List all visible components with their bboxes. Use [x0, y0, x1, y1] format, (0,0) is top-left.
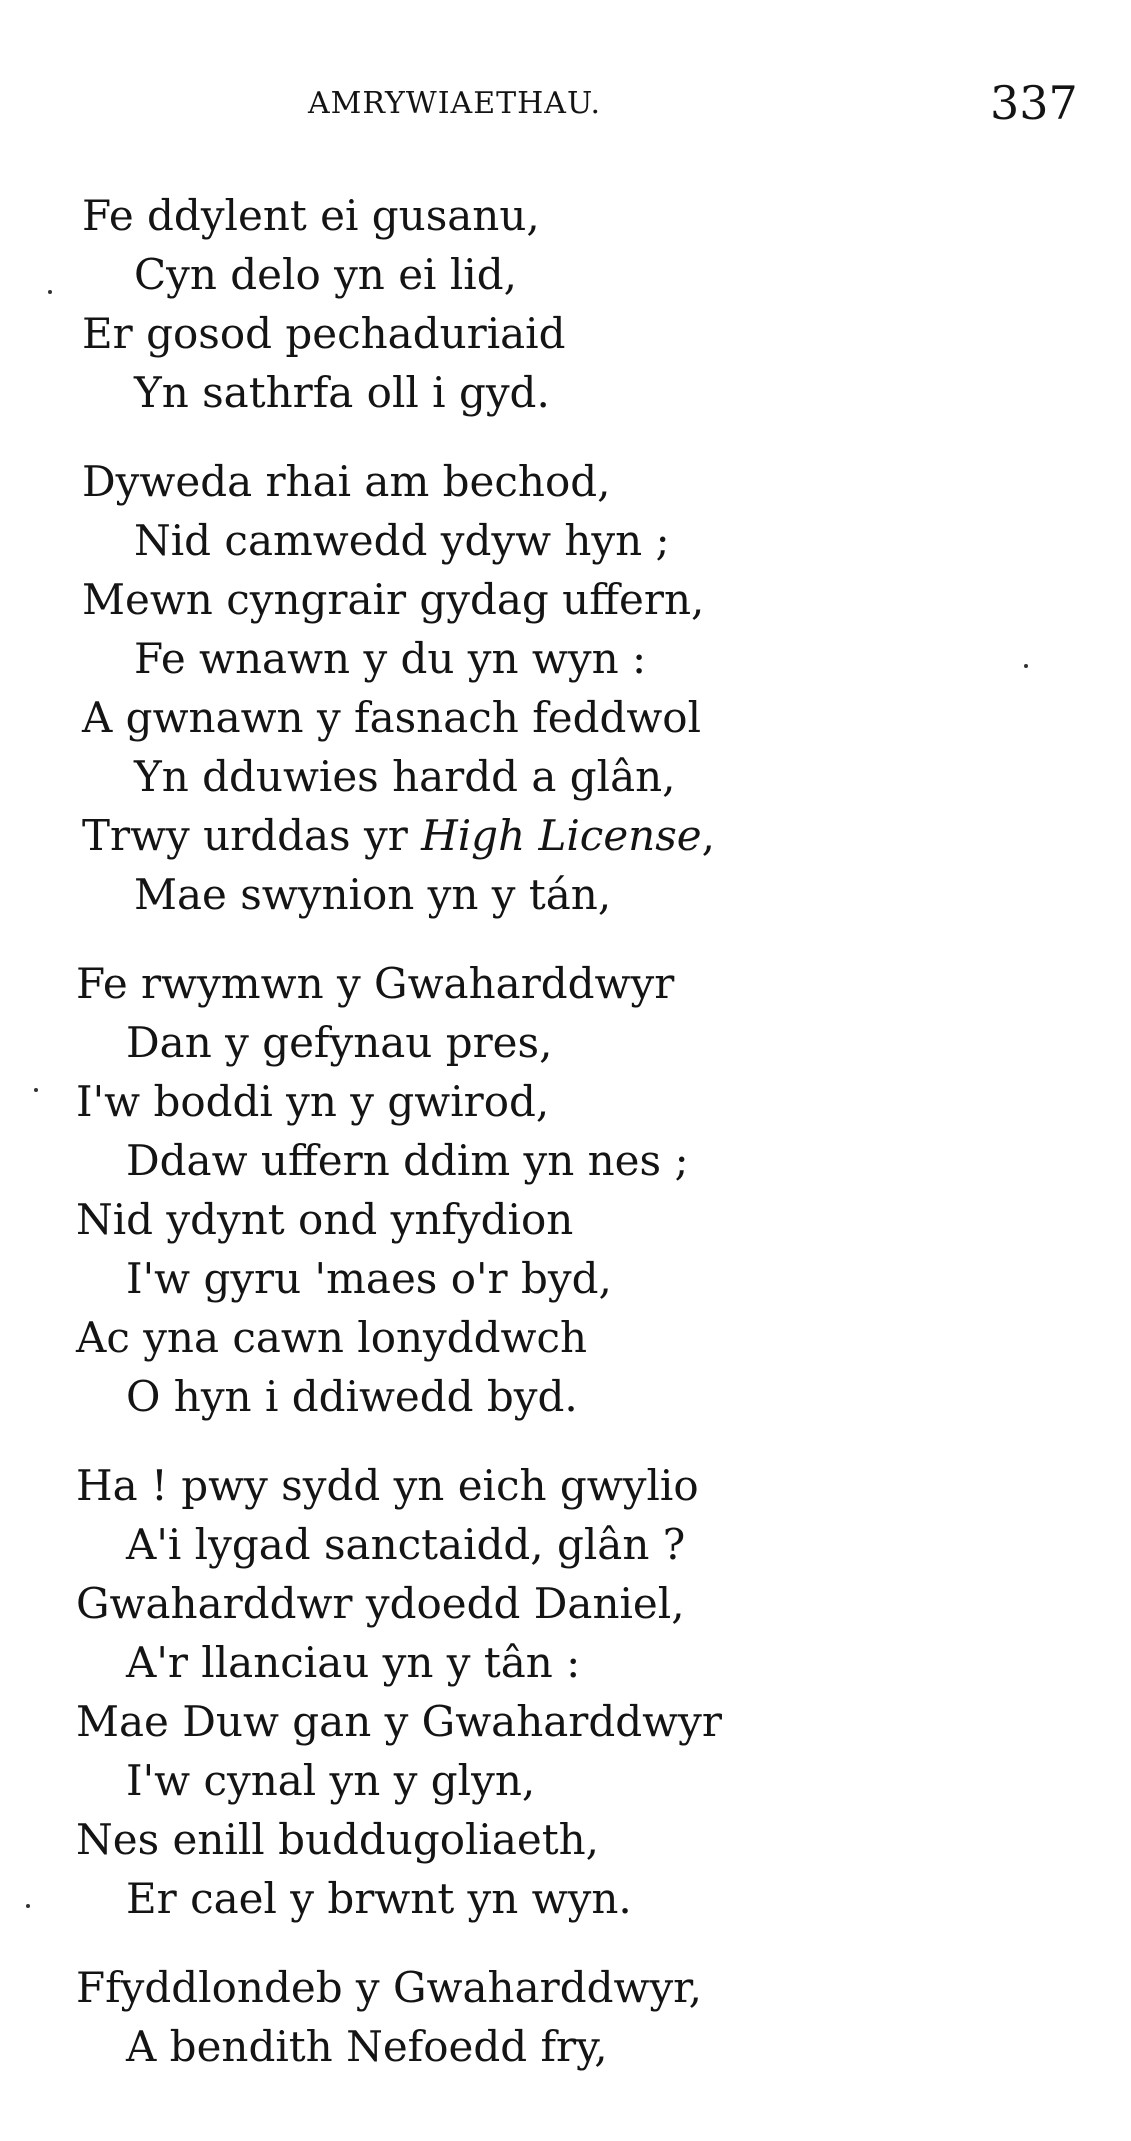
poem-line: Ac yna cawn lonyddwch [76, 1313, 588, 1362]
poem-line: Fe ddylent ei gusanu, [82, 191, 540, 240]
poem-line: Fe rwymwn y Gwaharddwyr [76, 959, 675, 1008]
poem-line [0, 806, 1131, 865]
running-head-title: AMRYWIAETHAU. [308, 86, 602, 121]
poem-line: Dyweda rhai am bechod, [82, 457, 611, 506]
poem-line: Mae Duw gan y Gwaharddwyr [76, 1697, 722, 1746]
poem-line: Ffyddlondeb y Gwaharddwyr, [76, 1963, 702, 2012]
ink-speck [26, 1904, 30, 1908]
poem-line: A gwnawn y fasnach feddwol [82, 693, 702, 742]
poem-line: Er cael y brwnt yn wyn. [126, 1874, 632, 1923]
poem-line: O hyn i ddiwedd byd. [126, 1372, 578, 1421]
line-punctuation: , [701, 811, 715, 860]
stanza-1 [0, 186, 1131, 422]
stanza-5 [0, 1958, 1131, 2076]
stanza-4 [0, 1456, 1131, 1928]
poem-line: Yn dduwies hardd a glân, [134, 752, 676, 801]
poem-line: Er gosod pechaduriaid [82, 309, 566, 358]
poem-line: Fe wnawn y du yn wyn : [134, 634, 647, 683]
poem-line: Nid ydynt ond ynfydion [76, 1195, 574, 1244]
poem-line: Nid camwedd ydyw hyn ; [134, 516, 670, 565]
line-text: Trwy urddas yr [82, 811, 422, 860]
poem-line: Yn sathrfa oll i gyd. [134, 368, 550, 417]
poem-line: A'r llanciau yn y tân : [126, 1638, 581, 1687]
stanza-3 [0, 954, 1131, 1426]
poem-line: Mewn cyngrair gydag uffern, [82, 575, 705, 624]
poem-line: Ha ! pwy sydd yn eich gwylio [76, 1461, 699, 1510]
poem-line: Nes enill buddugoliaeth, [76, 1815, 600, 1864]
poem [0, 186, 1131, 2106]
poem-line: Dan y gefynau pres, [126, 1018, 553, 1067]
poem-line: A bendith Nefoedd fry, [126, 2022, 608, 2071]
poem-line: Ddaw uffern ddim yn nes ; [126, 1136, 689, 1185]
poem-line: Cyn delo yn ei lid, [134, 250, 517, 299]
stanza-2 [0, 452, 1131, 924]
poem-line: I'w boddi yn y gwirod, [76, 1077, 550, 1126]
poem-line: I'w gyru 'maes o'r byd, [126, 1254, 612, 1303]
poem-line: Gwaharddwr ydoedd Daniel, [76, 1579, 685, 1628]
poem-line: A'i lygad sanctaidd, glân ? [126, 1520, 686, 1569]
italic-phrase: High License [421, 811, 702, 860]
ink-speck [1024, 664, 1028, 668]
poem-line: Mae swynion yn y tán, [134, 870, 612, 919]
poem-line: I'w cynal yn y glyn, [126, 1756, 536, 1805]
ink-speck [48, 290, 52, 294]
ink-speck [34, 1088, 38, 1092]
page-number: 337 [990, 76, 1078, 130]
